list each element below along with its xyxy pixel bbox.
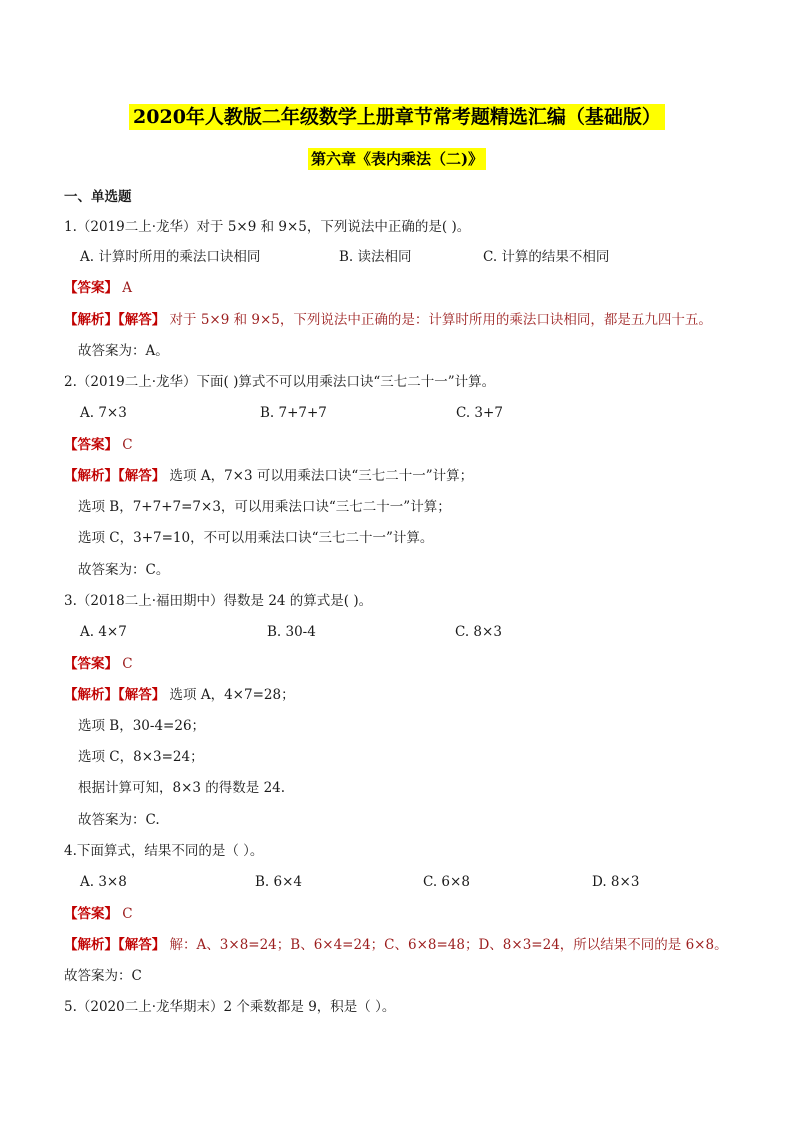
question-4-option-c: C. 6×8 [423,874,470,890]
question-4-stem: 4.下面算式，结果不同的是（ ）。 [64,843,264,859]
question-3-analysis-line-4: 根据计算可知，8×3 的得数是 24. [78,780,286,796]
question-4-option-a: A. 3×8 [80,874,127,890]
question-1-analysis [64,310,712,330]
question-4-answer [64,904,133,924]
question-3-option-a: A. 4×7 [80,624,127,640]
analysis-text: 对于 5×9 和 9×5，下列说法中正确的是：计算时所用的乘法口诀相同，都是五九四十五。 [169,312,712,328]
analysis-text: 选项 A，7×3 可以用乘法口诀“三七二十一”计算； [169,468,474,484]
question-3-answer [64,654,133,674]
question-5-stem: 5.（2020二上·龙华期末）2 个乘数都是 9，积是（ ）。 [64,999,396,1015]
question-3-stem: 3.（2018二上·福田期中）得数是 24 的算式是( )。 [64,593,373,609]
question-2-option-b: B. 7+7+7 [260,405,327,421]
question-2-answer [64,435,133,455]
question-1-conclusion: 故答案为：A。 [78,343,169,359]
question-2-analysis-line-3: 选项 C，3+7=10，不可以用乘法口诀“三七二十一”计算。 [78,530,434,546]
analysis-label: 【解析】【解答】 [64,687,166,703]
question-4-analysis [64,935,728,955]
answer-value: C [122,437,133,453]
question-1-option-c: C. 计算的结果不相同 [483,249,610,265]
question-3-conclusion: 故答案为：C. [78,812,160,828]
question-1-option-a: A. 计算时所用的乘法口诀相同 [80,249,261,265]
answer-label: 【答案】 [64,656,118,672]
title-container [0,104,794,130]
answer-label: 【答案】 [64,906,118,922]
question-2-option-a: A. 7×3 [80,405,127,421]
question-4-conclusion: 故答案为：C [64,968,142,984]
answer-value: A [122,280,133,296]
chapter-title: 第六章《表内乘法（二)》 [308,148,486,170]
analysis-text: 解：A、3×8=24；B、6×4=24；C、6×8=48；D、8×3=24，所以结果不同的是 6×8。 [169,937,728,953]
question-2-analysis [64,466,473,486]
answer-label: 【答案】 [64,437,118,453]
question-3-analysis-line-3: 选项 C，8×3=24； [78,749,204,765]
question-1-option-b: B. 读法相同 [339,249,412,265]
answer-value: C [122,906,133,922]
question-4-option-d: D. 8×3 [592,874,640,890]
question-3-option-c: C. 8×3 [455,624,502,640]
question-2-stem: 2.（2019二上·龙华）下面( )算式不可以用乘法口诀“三七二十一”计算。 [64,374,496,390]
analysis-label: 【解析】【解答】 [64,937,166,953]
answer-value: C [122,656,133,672]
question-2-conclusion: 故答案为：C。 [78,562,170,578]
question-3-analysis-line-2: 选项 B，30-4=26； [78,718,206,734]
question-2-option-c: C. 3+7 [456,405,503,421]
subtitle-container [0,148,794,170]
page-title: 2020年人教版二年级数学上册章节常考题精选汇编（基础版） [129,104,665,130]
section-heading: 一、单选题 [64,189,132,205]
question-3-analysis [64,685,295,705]
analysis-label: 【解析】【解答】 [64,468,166,484]
answer-label: 【答案】 [64,280,118,296]
analysis-label: 【解析】【解答】 [64,312,166,328]
question-2-analysis-line-2: 选项 B，7+7+7=7×3，可以用乘法口诀“三七二十一”计算； [78,499,451,515]
question-1-stem: 1.（2019二上·龙华）对于 5×9 和 9×5，下列说法中正确的是( )。 [64,219,471,235]
question-4-option-b: B. 6×4 [255,874,302,890]
question-3-option-b: B. 30-4 [267,624,316,640]
question-1-answer [64,278,132,298]
analysis-text: 选项 A，4×7=28； [169,687,295,703]
